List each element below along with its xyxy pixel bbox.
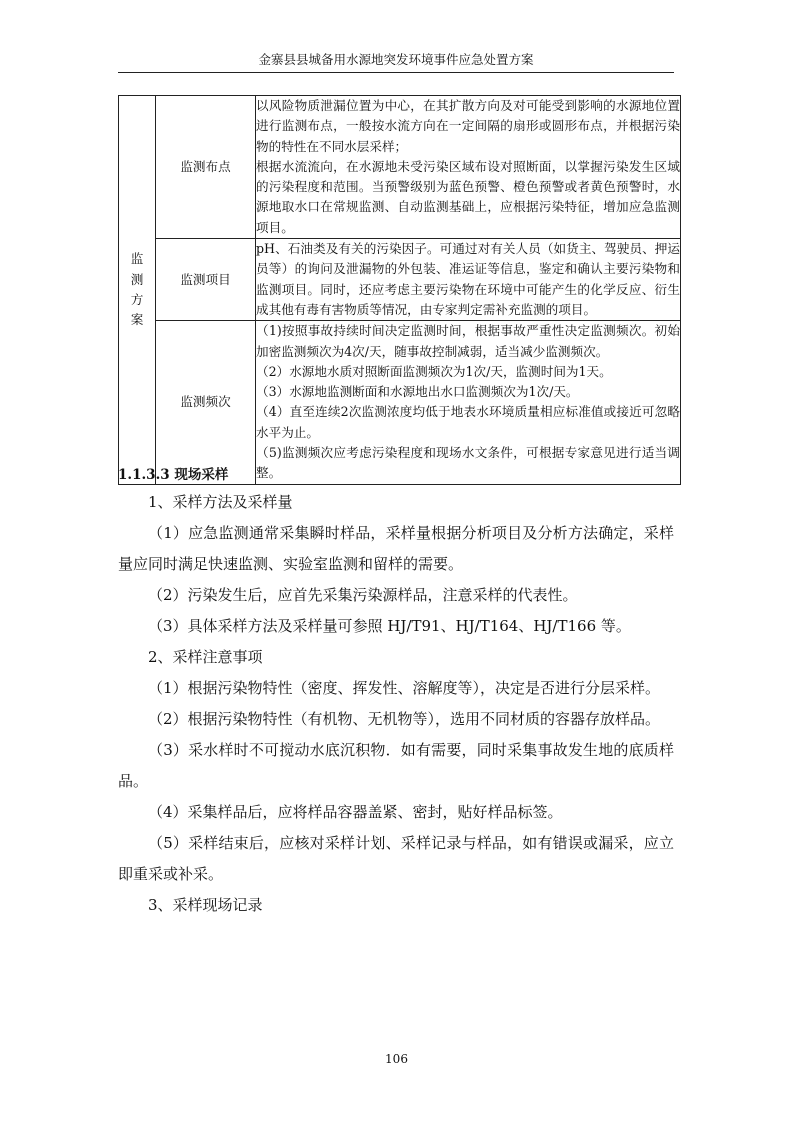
section-body	[118, 487, 674, 921]
paragraph: （1）根据污染物特性（密度、挥发性、溶解度等），决定是否进行分层采样。	[148, 679, 661, 697]
category-char: 测	[130, 271, 144, 287]
subsection-title: 2、采样注意事项	[148, 648, 263, 666]
item-cell-monitoring-items: 监测项目	[156, 239, 256, 321]
table-row	[119, 96, 681, 239]
content-line: （3）水源地监测断面和水源地出水口监测频次为1次/天。	[256, 384, 579, 400]
content-line: （5)监测频次应考虑污染程度和现场水文条件，可根据专家意见进行适当调整。	[256, 445, 680, 481]
subsection-title: 1、采样方法及采样量	[148, 493, 293, 511]
category-char: 案	[130, 312, 144, 328]
header-rule	[118, 72, 674, 73]
content-line: （1)按照事故持续时间决定监测时间，根据事故严重性决定监测频次。初始加密监测频次为4次/天，随事故控制减弱，适当减少监测频次。	[256, 323, 680, 359]
paragraph: （2）根据污染物特性（有机物、无机物等），选用不同材质的容器存放样品。	[148, 710, 661, 728]
category-char: 方	[130, 291, 144, 307]
category-char: 监	[130, 251, 144, 267]
table-row	[119, 321, 681, 484]
paragraph: （3）具体采样方法及采样量可参照 HJ/T91、HJ/T164、HJ/T166 等。	[148, 617, 631, 635]
paragraph: （4）采集样品后，应将样品容器盖紧、密封，贴好样品标签。	[148, 803, 563, 821]
paragraph: （3）采水样时不可搅动水底沉积物．如有需要，同时采集事故发生地的底质样品。	[118, 741, 674, 790]
paragraph: （5）采样结束后，应核对采样计划、采样记录与样品，如有错误或漏采，应立即重采或补采。	[118, 834, 674, 883]
item-cell-monitoring-frequency: 监测频次	[156, 321, 256, 484]
subsection-title: 3、采样现场记录	[148, 896, 263, 914]
table-row	[119, 239, 681, 321]
content-cell-sampling-points	[256, 96, 681, 239]
paragraph: （2）污染发生后，应首先采集污染源样品，注意采样的代表性。	[148, 586, 578, 604]
monitoring-plan-table	[118, 95, 681, 485]
item-cell-sampling-points: 监测布点	[156, 96, 256, 239]
content-cell-monitoring-items	[256, 239, 681, 321]
content-line: （2）水源地水质对照断面监测频次为1次/天，监测时间为1天。	[256, 363, 612, 379]
page-number: 106	[385, 1052, 408, 1066]
content-line: 以风险物质泄漏位置为中心，在其扩散方向及对可能受到影响的水源地位置进行监测布点，一般按水流方向在一定间隔的扇形或圆形布点，并根据污染物的特性在不同水层采样；	[256, 98, 680, 154]
content-line: 根据水流流向，在水源地未受污染区域布设对照断面，以掌握污染发生区域的污染程度和范围。当预警级别为蓝色预警、橙色预警或者黄色预警时，水源地取水口在常规监测、自动监测基础上，应根据污染特征，增加应急监测项目。	[256, 158, 680, 235]
content-line: pH、石油类及有关的污染因子。可通过对有关人员（如货主、驾驶员、押运员等）的询问及泄漏物的外包装、准运证等信息，鉴定和确认主要污染物和监测项目。同时，还应考虑主要污染物在环境中可能产生的化学反应、衍生成其他有毒有害物质等情况，由专家判定需补充监测的项目。	[256, 241, 680, 317]
page-header: 金寨县县城备用水源地突发环境事件应急处置方案	[258, 52, 534, 67]
paragraph: （1）应急监测通常采集瞬时样品，采样量根据分析项目及分析方法确定，采样量应同时满足快速监测、实验室监测和留样的需要。	[118, 524, 674, 573]
section-heading: 1.1.3.3 现场采样	[118, 467, 229, 483]
content-cell-monitoring-frequency	[256, 321, 681, 484]
category-cell	[119, 96, 156, 485]
content-line: （4）直至连续2次监测浓度均低于地表水环境质量相应标准值或接近可忽略水平为止。	[256, 404, 680, 440]
